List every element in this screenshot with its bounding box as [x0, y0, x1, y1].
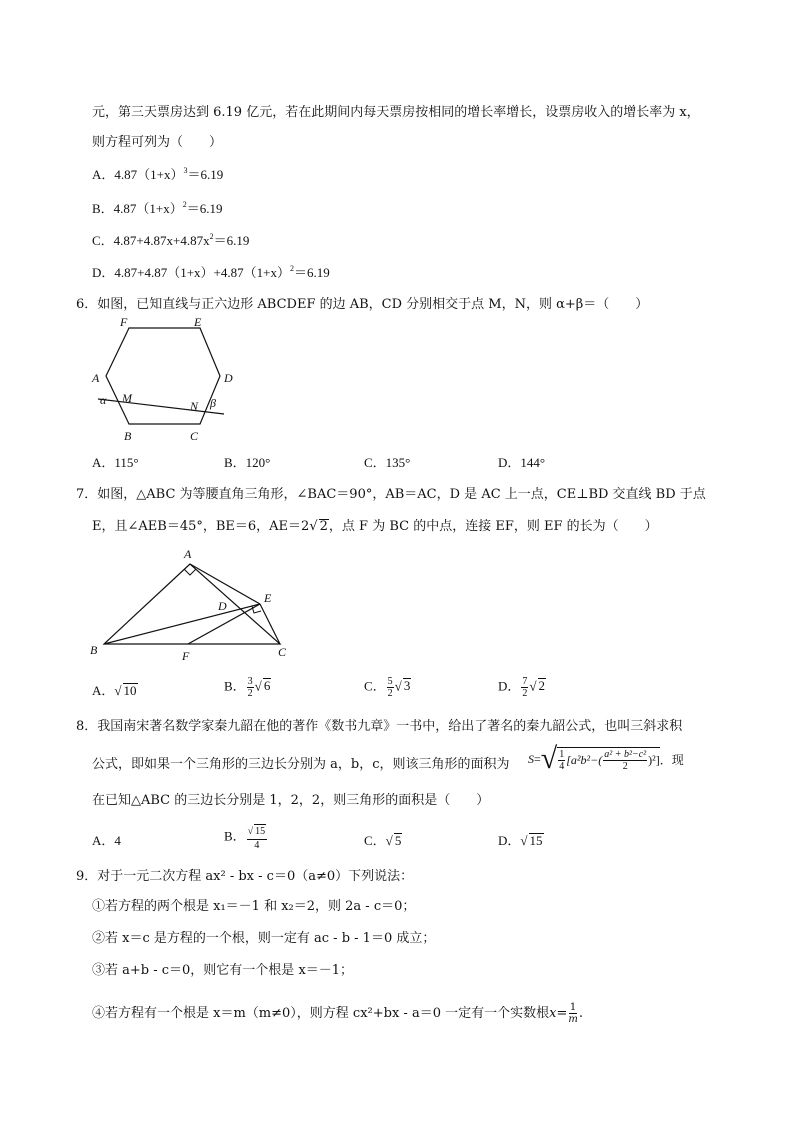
q6-choice-c: C．135° [364, 455, 411, 470]
q9-item-3: ③若 a+b - c＝0，则它有一个根是 x＝－1； [92, 963, 354, 978]
q8-stem-line3: 在已知△ABC 的三边长分别是 1，2，2，则三角形的面积是（ ） [92, 793, 490, 808]
q7-choice-b: B． $\frac{3}{2}$ √ 6 [224, 676, 271, 699]
q5-option-a: A．$4.87(1+x)^3=6.19$ [92, 166, 224, 182]
q6-stem: 6．如图，已知直线与正六边形 ABCDEF 的边 AB，CD 分别相交于点 M，N，则 α+β＝（ ） [76, 297, 649, 312]
label-F: F [120, 315, 128, 329]
q9-item-1: ①若方程的两个根是 x₁＝－1 和 x₂＝2，则 2a - c＝0； [92, 899, 416, 914]
q7-stem-line1: 7．如图，△ABC 为等腰直角三角形，∠BAC＝90°，AB＝AC，D 是 AC 上一点，CE⊥BD 交直线 BD 于点 [76, 487, 706, 502]
label-D: D [218, 599, 227, 613]
q8-choice-d: D．√ 15 [498, 833, 543, 848]
q7-stem-line2: E，且∠AEB＝45°，BE＝6，AE＝2√ 2，点 F 为 BC 的中点，连接 EF，则 EF 的长为（ ） [92, 519, 658, 534]
q6-hexagon-figure [86, 314, 236, 446]
label-N: N [190, 399, 199, 413]
q6-choice-a: A．115° [92, 455, 139, 470]
right-angle-mark-a [184, 569, 196, 575]
q8-choice-b: B． $\frac{√ 15}{4}$ [224, 826, 266, 851]
label-A: A [92, 371, 100, 385]
q5-option-d: D．$4.87+4.87(1+x)+4.87(1+x)^2=6.19$ [92, 264, 330, 280]
q8-stem-line1: 8．我国南宋著名数学家秦九韶在他的著作《数书九章》一书中，给出了著名的秦九韶公式，也叫三斜求积 [76, 719, 683, 734]
label-beta: β [210, 396, 216, 410]
q7-choice-c: C． $\frac{5}{2}$ √ 3 [364, 676, 411, 699]
q9-item-4: ④若方程有一个根是 x＝m（m≠0），则方程 cx²+bx - a＝0 一定有一个实数根 x = $\frac{1}{m}$ . [92, 1002, 583, 1025]
q5-option-b: B．$4.87(1+x)^2=6.19$ [92, 200, 223, 216]
q8-choice-c: C．√ 5 [364, 833, 402, 848]
q5-stem-line1: 元，第三天票房达到 6.19 亿元，若在此期间内每天票房按相同的增长率增长，设票房收入的增长率为 x， [92, 105, 700, 120]
triangle-abc [104, 564, 280, 644]
label-E: E [264, 591, 272, 605]
q8-stem-line2: 公式，即如果一个三角形的三边长分别为 a，b，c，则该三角形的面积为 [92, 757, 510, 772]
label-alpha: α [100, 393, 107, 407]
label-C: C [190, 429, 199, 443]
q6-choice-d: D．144° [498, 455, 546, 470]
transversal-line [98, 399, 224, 414]
q7-triangle-figure [84, 540, 294, 666]
q5-stem-line2: 则方程可列为（ ） [92, 135, 223, 150]
label-E: E [194, 315, 202, 329]
q8-choice-a: A．4 [92, 833, 121, 848]
label-B: B [124, 429, 132, 443]
label-F: F [182, 649, 190, 663]
hexagon-shape [106, 328, 220, 424]
label-A: A [184, 547, 192, 561]
qin-jiushao-formula: S = √ $\frac{1}{4}$ [a²b²−( $\frac{\text{a² + b²−c²}}{2}$ )²] ．现 [528, 742, 684, 775]
q5-option-c: C．$4.87+4.87x+4.87x^2=6.19$ [92, 232, 250, 248]
q6-choice-b: B．120° [224, 455, 271, 470]
label-C: C [278, 645, 287, 659]
q7-choice-d: D． $\frac{7}{2}$ √ 2 [498, 676, 546, 699]
q7-choice-a: A．√ 10 [92, 683, 137, 698]
line-e-c [260, 604, 280, 644]
line-a-e [190, 564, 260, 604]
q9-item-2: ②若 x＝c 是方程的一个根，则一定有 ac - b - 1＝0 成立； [92, 931, 436, 946]
label-B: B [90, 643, 98, 657]
line-b-e [104, 604, 260, 644]
label-D: D [224, 371, 233, 385]
q9-stem: 9．对于一元二次方程 ax² - bx - c＝0（a≠0）下列说法： [76, 869, 414, 884]
label-M: M [122, 391, 132, 405]
